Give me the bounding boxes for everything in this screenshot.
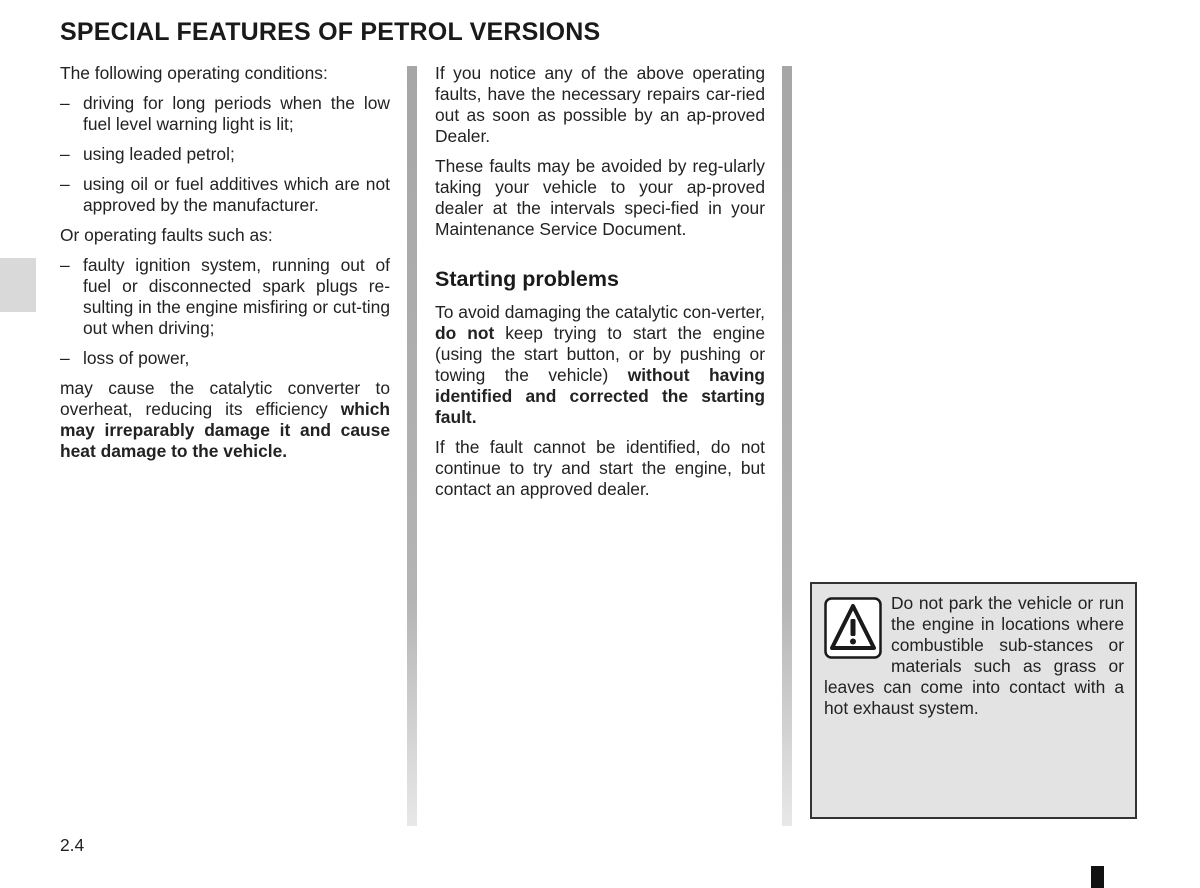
list-item — [60, 144, 390, 165]
faults-intro: Or operating faults such as: — [60, 225, 273, 245]
starting-emphasis-1: do not — [435, 323, 495, 343]
warning-box — [810, 582, 1137, 819]
repair-paragraph: If you notice any of the above operating faults, have the necessary repairs car-ried out as soon as possible by an ap-proved Dealer. — [435, 63, 765, 146]
starting-emphasis-2: without having identified and corrected the starting fault. — [435, 365, 765, 427]
column-divider — [782, 66, 792, 826]
starting-advice-paragraph — [435, 302, 765, 428]
dash-bullet: – — [60, 93, 70, 113]
list-item — [60, 174, 390, 216]
left-column — [60, 63, 390, 471]
starting-text-2: keep trying to start the engine (using the start button, or by pushing or towing the vehicle) — [435, 323, 765, 385]
dash-bullet: – — [60, 255, 70, 275]
list-item-text: driving for long periods when the low fuel level warning light is lit; — [83, 93, 390, 134]
starting-problems-heading: Starting problems — [435, 267, 619, 291]
list-item — [60, 348, 390, 369]
dash-bullet: – — [60, 174, 70, 194]
consequence-emphasis: which may irreparably damage it and cause heat damage to the vehicle. — [60, 399, 390, 461]
conditions-intro: The following operating conditions: — [60, 63, 328, 83]
consequence-text: may cause the catalytic converter to overheat, reducing its efficiency — [60, 378, 390, 419]
page-number: 2.4 — [60, 835, 85, 855]
consequence-paragraph — [60, 378, 390, 462]
faults-list — [60, 255, 390, 369]
dealer-paragraph: If the fault cannot be identified, do not continue to try and start the engine, but contact an approved dealer. — [435, 437, 765, 499]
starting-text-1: To avoid damaging the catalytic con-verter, — [435, 302, 765, 322]
list-item-text: using oil or fuel additives which are not approved by the manufacturer. — [83, 174, 390, 215]
warning-triangle-icon — [824, 597, 882, 659]
list-item-text: using leaded petrol; — [83, 144, 235, 164]
list-item-text: faulty ignition system, running out of fuel or disconnected spark plugs re-sulting in the engine misfiring or cut-ting out when driving; — [83, 255, 390, 338]
middle-column — [435, 63, 765, 509]
page-edge-marker — [1091, 866, 1104, 888]
maintenance-paragraph: These faults may be avoided by reg-ularly taking your vehicle to your ap-proved dealer at the intervals speci-fied in your Maintenance Service Document. — [435, 156, 765, 239]
conditions-list — [60, 93, 390, 216]
warning-text: Do not park the vehicle or run the engine in locations where combustible sub-stances or materials such as grass or leaves can come into contact with a hot exhaust system. — [824, 593, 1124, 718]
page-title: SPECIAL FEATURES OF PETROL VERSIONS — [60, 18, 601, 46]
list-item-text: loss of power, — [83, 348, 190, 368]
section-tab-marker — [0, 258, 36, 312]
list-item — [60, 93, 390, 135]
column-divider — [407, 66, 417, 826]
dash-bullet: – — [60, 144, 70, 164]
dash-bullet: – — [60, 348, 70, 368]
list-item — [60, 255, 390, 339]
